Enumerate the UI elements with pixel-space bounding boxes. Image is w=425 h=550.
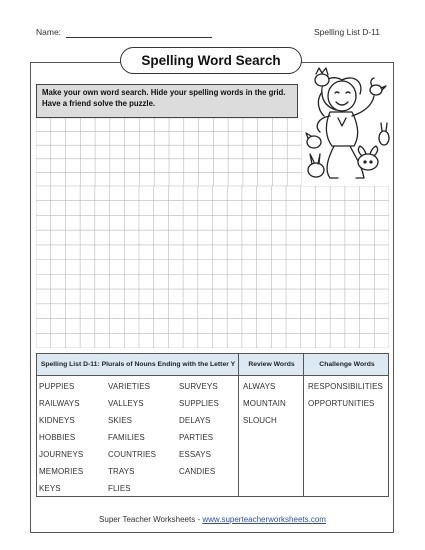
word-item: TRAYS: [108, 467, 135, 476]
word-item: DELAYS: [179, 416, 211, 425]
word-item: FAMILIES: [108, 433, 145, 442]
word-item: PARTIES: [179, 433, 214, 442]
word-item: COUNTRIES: [108, 450, 157, 459]
word-item: RESPONSIBILITIES: [308, 382, 383, 391]
challenge-words-header: Challenge Words: [319, 360, 375, 368]
column-divider: [238, 353, 239, 497]
review-words-header: Review Words: [248, 360, 295, 368]
word-item: MEMORIES: [39, 467, 84, 476]
word-item: SLOUCH: [243, 416, 277, 425]
list-label: Spelling List D-11: [314, 27, 380, 37]
word-item: ALWAYS: [243, 382, 276, 391]
word-search-grid-top[interactable]: [36, 118, 302, 186]
word-item: SURVEYS: [179, 382, 218, 391]
word-item: VALLEYS: [108, 399, 144, 408]
footer: [0, 515, 425, 524]
page-title: Spelling Word Search: [120, 47, 302, 74]
word-item: SUPPLIES: [179, 399, 219, 408]
name-line[interactable]: [66, 37, 212, 38]
word-item: SKIES: [108, 416, 133, 425]
instructions-box: Make your own word search. Hide your spelling words in the grid. Have a friend solve the puzzle.: [36, 84, 298, 118]
name-label: Name:: [36, 27, 62, 37]
word-item: KIDNEYS: [39, 416, 75, 425]
word-item: FLIES: [108, 484, 131, 493]
word-item: JOURNEYS: [39, 450, 84, 459]
footer-prefix: Super Teacher Worksheets -: [99, 515, 203, 524]
main-list-header: Spelling List D-11: Plurals of Nouns Ending with the Letter Y: [40, 360, 236, 368]
word-item: CANDIES: [179, 467, 216, 476]
word-item: ESSAYS: [179, 450, 212, 459]
footer-link[interactable]: www.superteacherworksheets.com: [202, 515, 326, 524]
word-item: RAILWAYS: [39, 399, 80, 408]
word-item: MOUNTAIN: [243, 399, 286, 408]
word-item: KEYS: [39, 484, 61, 493]
word-search-grid[interactable]: [36, 186, 389, 348]
word-item: PUPPIES: [39, 382, 75, 391]
girl-with-pets-icon: [302, 66, 390, 190]
column-divider: [303, 353, 304, 497]
word-item: HOBBIES: [39, 433, 76, 442]
word-item: VARIETIES: [108, 382, 151, 391]
word-table-header: [36, 353, 389, 376]
word-item: OPPORTUNITIES: [308, 399, 375, 408]
